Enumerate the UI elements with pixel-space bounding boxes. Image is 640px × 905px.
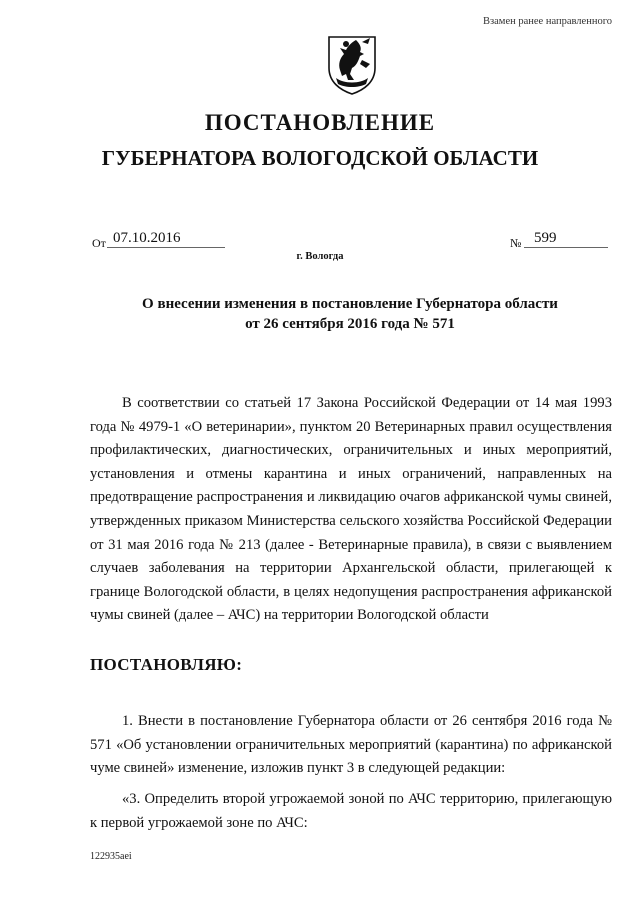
city-label: г. Вологда [296,251,344,262]
number-value: 599 [524,230,608,248]
document-subtitle: ГУБЕРНАТОРА ВОЛОГОДСКОЙ ОБЛАСТИ [101,146,539,170]
vologda-coat-of-arms-icon [326,34,378,96]
item-3-paragraph: «3. Определить второй угрожаемой зоной по АЧС территорию, прилегающую к первой угрожаемой зоне по АЧС: [90,791,612,831]
date-value: 07.10.2016 [107,230,225,248]
subject-line-1: О внесении изменения в постановление Губернатора области [142,296,558,312]
resolve-heading: ПОСТАНОВЛЯЮ: [90,655,243,674]
document-code: 122935aei [90,851,132,862]
date-label: От [92,236,106,250]
subject-line-2: от 26 сентября 2016 года № 571 [245,316,455,332]
replacement-stamp: Взамен ранее направленного [482,16,612,27]
item-1-paragraph: 1. Внести в постановление Губернатора области от 26 сентября 2016 года № 571 «Об установлении ограничительных мероприятий (карантина) по африканской чуме свиней» изменение, изложив пункт 3 в следующей редакции: [90,713,612,777]
preamble-paragraph: В соответствии со статьей 17 Закона Российской Федерации от 14 мая 1993 года № 4979-1 «О ветеринарии», пунктом 20 Ветеринарных правил осуществления профилактических, диагностических, ограничительных и иных мероприятий, установления и отмены карантина и иных ограничений, направленных на предотвращение распространения и ликвидацию очагов африканской чумы свиней, утвержденных приказом Министерства сельского хозяйства Российской Федерации от 31 мая 2016 года № 213 (далее - Ветеринарные правила), в связи с выявлением случаев заболевания на территории Архангельской области, прилегающей к границе Вологодской области, в целях недопущения распространения африканской чумы свиней (далее – АЧС) на территории Вологодской области [90,395,612,624]
number-label: № [510,236,522,250]
document-subject [90,294,610,334]
document-title: ПОСТАНОВЛЕНИЕ [204,110,436,135]
